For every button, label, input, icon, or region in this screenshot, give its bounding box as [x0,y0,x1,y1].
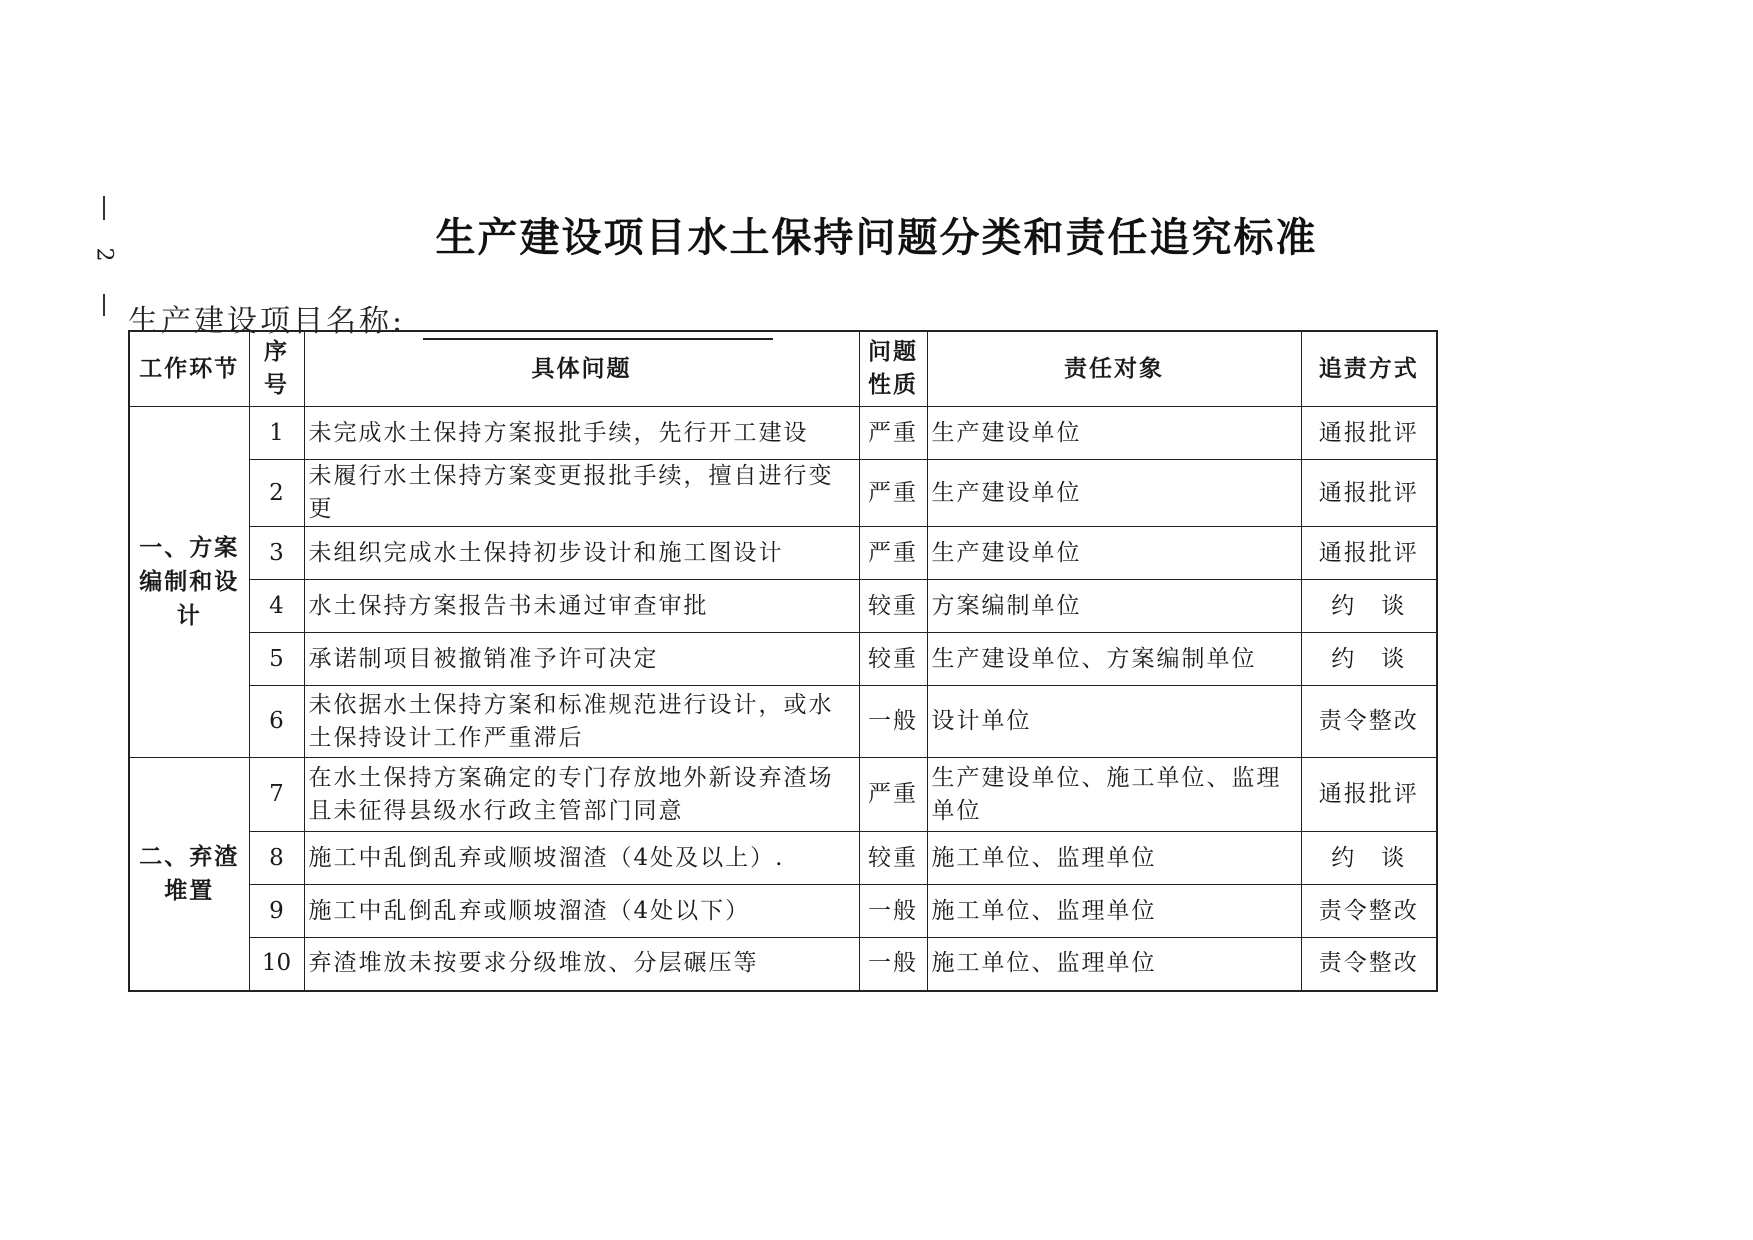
seq-cell: 10 [249,938,304,991]
party-cell: 生产建设单位、施工单位、监理单位 [927,758,1301,832]
accountability-cell: 约 谈 [1301,633,1437,686]
header-accountability: 追责方式 [1301,331,1437,407]
table-row [129,633,1437,686]
accountability-cell: 通报批评 [1301,460,1437,527]
stage-label: 二、弃渣 堆置 [139,843,240,904]
party-cell: 施工单位、监理单位 [927,885,1301,938]
header-issue: 具体问题 [304,331,859,407]
severity-cell: 严重 [859,460,927,527]
table-row [129,938,1437,991]
accountability-cell: 通报批评 [1301,758,1437,832]
party-cell: 生产建设单位、方案编制单位 [927,633,1301,686]
party-cell: 生产建设单位 [927,460,1301,527]
header-severity: 问题性质 [859,331,927,407]
severity-cell: 一般 [859,686,927,758]
severity-cell: 较重 [859,580,927,633]
standards-table [128,330,1438,992]
issue-cell: 未履行水土保持方案变更报批手续，擅自进行变更 [304,460,859,527]
severity-cell: 严重 [859,527,927,580]
issue-cell: 未依据水土保持方案和标准规范进行设计，或水土保持设计工作严重滞后 [304,686,859,758]
seq-cell: 2 [249,460,304,527]
accountability-cell: 通报批评 [1301,527,1437,580]
party-cell: 施工单位、监理单位 [927,938,1301,991]
party-cell: 生产建设单位 [927,407,1301,460]
header-seq: 序号 [249,331,304,407]
page-marker-dash-bottom [103,294,105,316]
seq-cell: 4 [249,580,304,633]
issue-cell: 承诺制项目被撤销准予许可决定 [304,633,859,686]
stage-cell [129,758,249,991]
issue-cell: 未组织完成水土保持初步设计和施工图设计 [304,527,859,580]
page-number: 2 [91,247,117,262]
seq-cell: 1 [249,407,304,460]
seq-cell: 3 [249,527,304,580]
severity-cell: 一般 [859,938,927,991]
table-row [129,758,1437,832]
table-row [129,407,1437,460]
issue-cell: 水土保持方案报告书未通过审查审批 [304,580,859,633]
header-party: 责任对象 [927,331,1301,407]
severity-cell: 严重 [859,758,927,832]
issue-cell: 未完成水土保持方案报批手续，先行开工建设 [304,407,859,460]
table-row [129,885,1437,938]
party-cell: 方案编制单位 [927,580,1301,633]
seq-cell: 5 [249,633,304,686]
table-row [129,686,1437,758]
party-cell: 生产建设单位 [927,527,1301,580]
project-name-label: 生产建设项目名称: [128,304,406,339]
accountability-cell: 约 谈 [1301,832,1437,885]
seq-cell: 9 [249,885,304,938]
document-title: 生产建设项目水土保持问题分类和责任追究标准 [435,215,1318,261]
accountability-cell: 责令整改 [1301,885,1437,938]
table-header-row [129,331,1437,407]
severity-cell: 严重 [859,407,927,460]
table-row [129,580,1437,633]
seq-cell: 8 [249,832,304,885]
seq-cell: 6 [249,686,304,758]
issue-cell: 弃渣堆放未按要求分级堆放、分层碾压等 [304,938,859,991]
issue-cell: 施工中乱倒乱弃或顺坡溜渣（4处以下） [304,885,859,938]
header-stage: 工作环节 [129,331,249,407]
table-row [129,460,1437,527]
party-cell: 设计单位 [927,686,1301,758]
accountability-cell: 责令整改 [1301,938,1437,991]
party-cell: 施工单位、监理单位 [927,832,1301,885]
issue-cell: 施工中乱倒乱弃或顺坡溜渣（4处及以上）. [304,832,859,885]
stage-label: 一、方案 编制和设计 [139,535,240,629]
seq-cell: 7 [249,758,304,832]
table-row [129,832,1437,885]
accountability-cell: 责令整改 [1301,686,1437,758]
severity-cell: 较重 [859,832,927,885]
stage-cell [129,407,249,758]
accountability-cell: 通报批评 [1301,407,1437,460]
accountability-cell: 约 谈 [1301,580,1437,633]
severity-cell: 较重 [859,633,927,686]
issue-cell: 在水土保持方案确定的专门存放地外新设弃渣场且未征得县级水行政主管部门同意 [304,758,859,832]
table-row [129,527,1437,580]
severity-cell: 一般 [859,885,927,938]
